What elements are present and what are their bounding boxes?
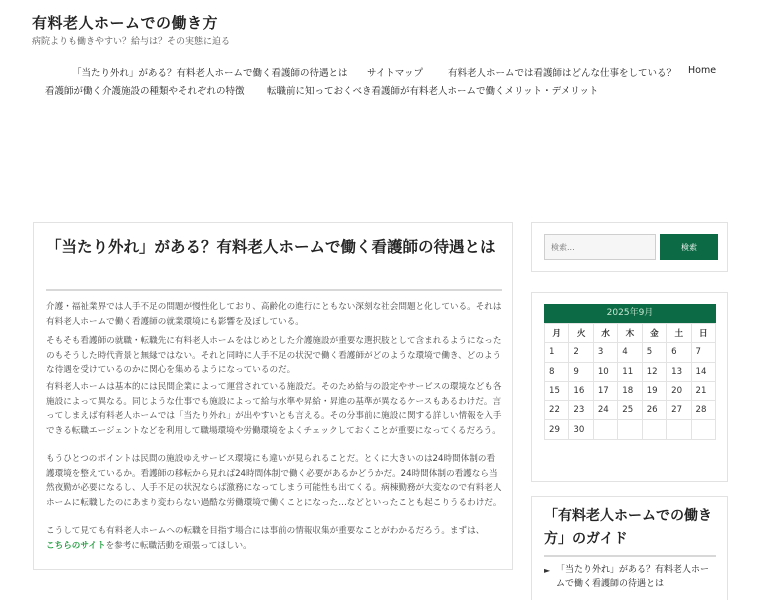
calendar-day: 9 bbox=[569, 362, 593, 381]
site-title[interactable]: 有料老人ホームでの働き方 bbox=[32, 14, 219, 32]
nav-item-facility-types[interactable]: 看護師が働く介護施設の種類やそれぞれの特徴 bbox=[45, 86, 245, 97]
article-paragraph: 介護・福祉業界では人手不足の問題が慢性化しており、高齢化の進行にともない深刻な社会問題と化している。それは有料老人ホームで働く看護師の就業環境にも影響を及ぼしている。 bbox=[46, 302, 502, 327]
nav-item-merits[interactable]: 転職前に知っておくべき看護師が有料老人ホームで働くメリット・デメリット bbox=[267, 86, 599, 97]
title-divider bbox=[46, 289, 502, 291]
calendar-day: 21 bbox=[691, 381, 715, 400]
guide-item-link[interactable]: 「当たり外れ」がある？有料老人ホームで働く看護師の待遇とは bbox=[556, 565, 710, 589]
guide-widget bbox=[531, 496, 728, 600]
calendar-day: 22 bbox=[545, 401, 569, 420]
weekday-header: 土 bbox=[667, 324, 691, 343]
weekday-header: 火 bbox=[569, 324, 593, 343]
calendar-table bbox=[544, 323, 716, 440]
calendar-day: 7 bbox=[691, 343, 715, 362]
calendar-day: 27 bbox=[667, 401, 691, 420]
search-input[interactable] bbox=[544, 234, 656, 260]
calendar-week bbox=[545, 381, 716, 400]
calendar-day: 3 bbox=[593, 343, 617, 362]
calendar-day: 20 bbox=[667, 381, 691, 400]
calendar-day: 6 bbox=[667, 343, 691, 362]
article-link[interactable]: こちらのサイト bbox=[46, 540, 106, 551]
weekday-header: 日 bbox=[691, 324, 715, 343]
calendar-day bbox=[642, 420, 666, 439]
article bbox=[33, 222, 513, 570]
calendar-week bbox=[545, 343, 716, 362]
calendar-day bbox=[667, 420, 691, 439]
calendar-week bbox=[545, 401, 716, 420]
calendar-day: 14 bbox=[691, 362, 715, 381]
weekday-header: 金 bbox=[642, 324, 666, 343]
site-description: 病院よりも働きやすい？給与は？その実態に迫る bbox=[32, 37, 231, 47]
calendar-day: 25 bbox=[618, 401, 642, 420]
calendar-day bbox=[593, 420, 617, 439]
weekday-header: 木 bbox=[618, 324, 642, 343]
calendar-day: 26 bbox=[642, 401, 666, 420]
article-paragraph-text: こうして見ても有料老人ホームへの転職を目指す場合には事前の情報収集が重要なことがわかるだろう。まずは、 bbox=[46, 526, 485, 536]
guide-title: 「有料老人ホームでの働き方」のガイド bbox=[544, 508, 712, 547]
calendar-day: 29 bbox=[545, 420, 569, 439]
weekday-header: 月 bbox=[545, 324, 569, 343]
calendar-day bbox=[691, 420, 715, 439]
article-title: 「当たり外れ」がある？有料老人ホームで働く看護師の待遇とは bbox=[46, 238, 496, 256]
nav-item-home[interactable]: Home bbox=[688, 65, 717, 76]
calendar-day: 30 bbox=[569, 420, 593, 439]
guide-list-item[interactable] bbox=[544, 564, 716, 591]
calendar-day: 4 bbox=[618, 343, 642, 362]
calendar-day: 23 bbox=[569, 401, 593, 420]
calendar-day: 15 bbox=[545, 381, 569, 400]
calendar-week bbox=[545, 420, 716, 439]
calendar-day: 8 bbox=[545, 362, 569, 381]
article-paragraph: もうひとつのポイントは民間の施設ゆえサービス環境にも違いが見られることだ。とくに大きいのは24時間体制の看護環境を整えているか。看護師の移転から見れば24時間体制で働く必要があるかどうかだ。24時間体制の看護なら当然夜勤が必要になるし、人手不足の状況ならば激務になってしまう可能性も出てくる。病棟勤務が大変なので有料老人ホームに転職したのにあまり変わらない過酷な労働環境で働くことになった…などといったことも起こりうるわけだ。 bbox=[46, 454, 502, 508]
calendar-day: 17 bbox=[593, 381, 617, 400]
article-closing-text: を参考に転職活動を頑張ってほしい。 bbox=[105, 540, 252, 551]
calendar-week bbox=[545, 362, 716, 381]
calendar-caption: 2025年9月 bbox=[544, 304, 716, 323]
nav-item-treatment[interactable]: 「当たり外れ」がある？有料老人ホームで働く看護師の待遇とは bbox=[72, 68, 348, 79]
search-widget bbox=[531, 222, 728, 272]
calendar-day: 19 bbox=[642, 381, 666, 400]
calendar-day: 16 bbox=[569, 381, 593, 400]
calendar-day bbox=[618, 420, 642, 439]
weekday-header: 水 bbox=[593, 324, 617, 343]
calendar-day: 24 bbox=[593, 401, 617, 420]
search-button[interactable]: 検索 bbox=[660, 234, 718, 260]
nav-item-sitemap[interactable]: サイトマップ bbox=[367, 68, 423, 79]
calendar-day: 10 bbox=[593, 362, 617, 381]
calendar-day: 13 bbox=[667, 362, 691, 381]
nav-item-nurse-work[interactable]: 有料老人ホームでは看護師はどんな仕事をしている？ bbox=[448, 68, 677, 79]
calendar-day: 1 bbox=[545, 343, 569, 362]
calendar-day: 28 bbox=[691, 401, 715, 420]
calendar-day: 5 bbox=[642, 343, 666, 362]
guide-divider bbox=[544, 555, 716, 557]
article-paragraph: 有料老人ホームは基本的には民間企業によって運営されている施設だ。そのため給与の設定やサービスの環境なども各施設によって異なる。同じような仕事でも施設によって給与水準や昇給・昇進の基準が異なるケースもあるわけだ。言ってしまえば有料老人ホームでは「当たり外れ」が出やすいとも言える。その分事前に施設に関する詳しい情報を入手できる転職エージェントなどを利用して職場環境や労働環境をよくチェックしておくことが重要になってくるだろう。 bbox=[46, 382, 502, 436]
chevron-right-icon: ► bbox=[544, 566, 551, 575]
calendar-day: 12 bbox=[642, 362, 666, 381]
calendar-day: 11 bbox=[618, 362, 642, 381]
calendar-day: 2 bbox=[569, 343, 593, 362]
article-paragraph: そもそも看護師の就職・転職先に有料老人ホームをはじめとした介護施設が重要な選択肢として含まれるようになったのもそうした時代背景と無縁ではない。それと同時に人手不足の状況で働く看護師がどのような環境で働き、どのような待遇を受けているのかに関心を集めるようになっているのだ。 bbox=[46, 336, 502, 376]
calendar-day: 18 bbox=[618, 381, 642, 400]
article-paragraph-final bbox=[46, 524, 502, 553]
calendar-widget bbox=[531, 292, 728, 482]
